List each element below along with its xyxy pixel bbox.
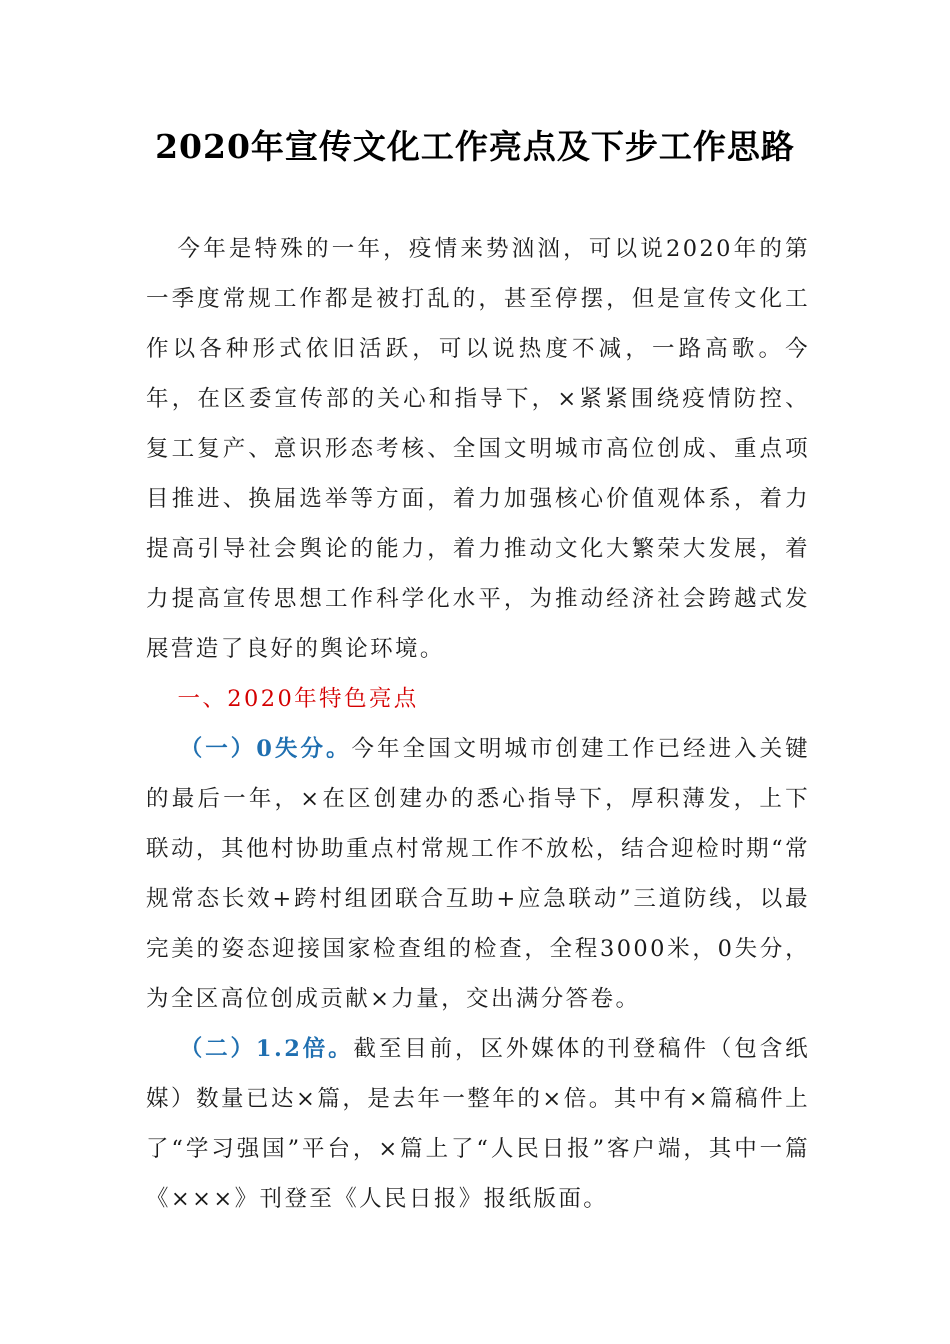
highlight-item-2	[146, 1024, 810, 1224]
highlight-item-1-text: 今年全国文明城市创建工作已经进入关键的最后一年，×在区创建办的悉心指导下，厚积薄发，上下联动，其他村协助重点村常规工作不放松，结合迎检时期“常规常态长效+跨村组团联合互助+应急联动”三道防线，以最完美的姿态迎接国家检查组的检查，全程3000米，0失分，为全区高位创成贡献×力量，交出满分答卷。	[146, 736, 810, 1012]
highlight-item-2-text: 截至目前，区外媒体的刊登稿件（包含纸媒）数量已达×篇，是去年一整年的×倍。其中有×篇稿件上了“学习强国”平台，×篇上了“人民日报”客户端，其中一篇《×××》刊登至《人民日报》报纸版面。	[146, 1036, 810, 1212]
document-body	[146, 224, 810, 1224]
section-heading-highlights: 一、2020年特色亮点	[177, 686, 419, 712]
document-title: 2020年宣传文化工作亮点及下步工作思路	[155, 127, 795, 166]
highlight-item-2-lead: （二）1.2倍。	[179, 1036, 354, 1062]
highlight-item-1-lead: （一）0失分。	[179, 736, 352, 762]
highlight-item-1	[146, 724, 810, 1024]
intro-paragraph: 今年是特殊的一年，疫情来势汹汹，可以说2020年的第一季度常规工作都是被打乱的，甚至停摆，但是宣传文化工作以各种形式依旧活跃，可以说热度不减，一路高歌。今年，在区委宣传部的关心和指导下，×紧紧围绕疫情防控、复工复产、意识形态考核、全国文明城市高位创成、重点项目推进、换届选举等方面，着力加强核心价值观体系，着力提高引导社会舆论的能力，着力推动文化大繁荣大发展，着力提高宣传思想工作科学化水平，为推动经济社会跨越式发展营造了良好的舆论环境。	[146, 236, 810, 662]
